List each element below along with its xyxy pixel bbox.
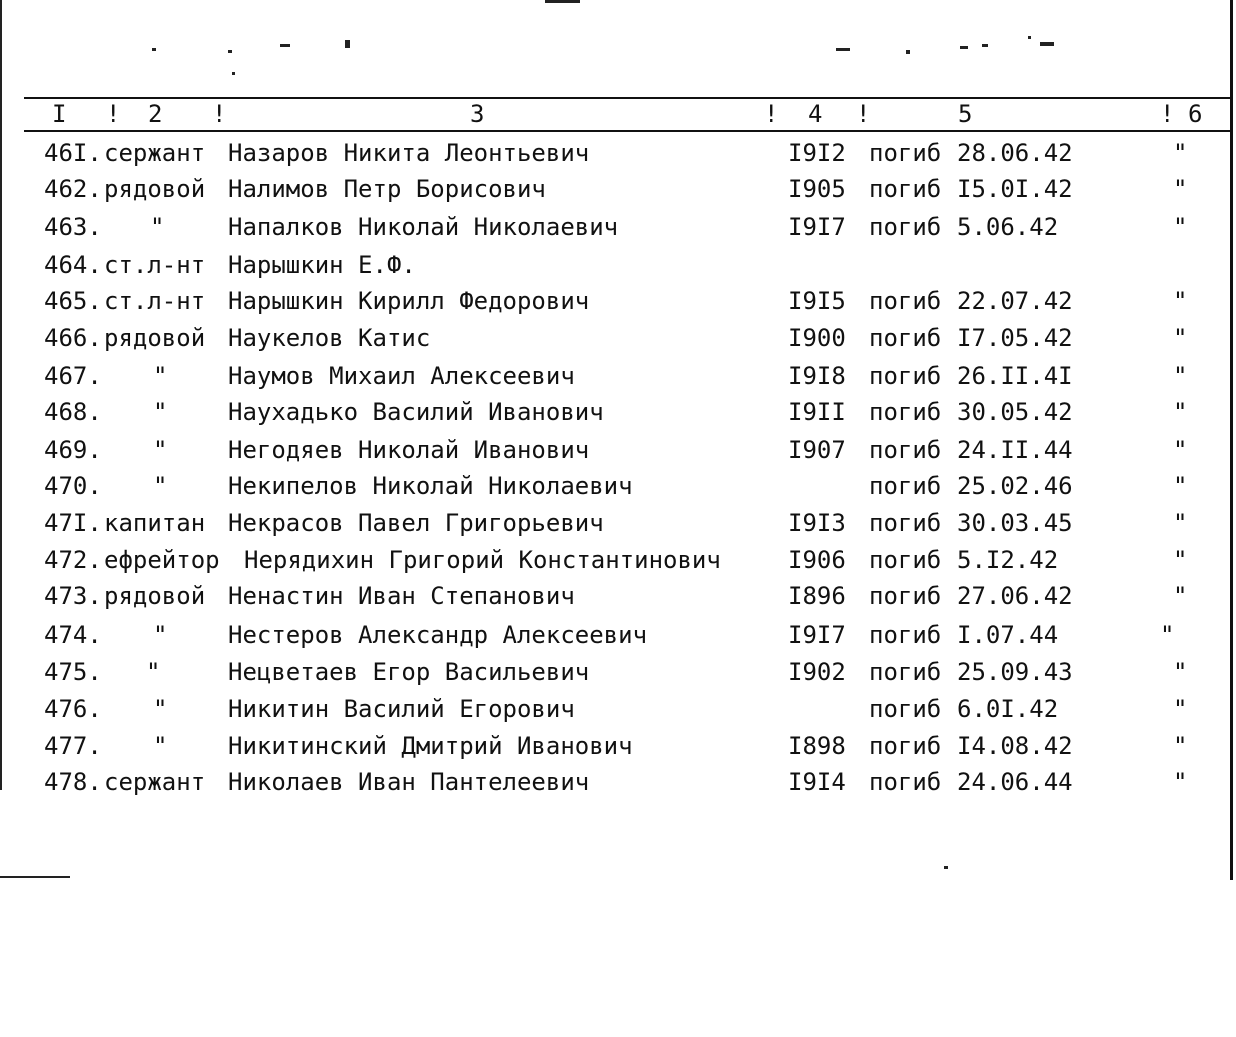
row-number: 470.	[44, 472, 102, 500]
row-rank: "	[153, 436, 168, 464]
row-birth-year: I9I7	[788, 621, 846, 649]
header-separator: !	[1160, 100, 1175, 128]
row-date: I.07.44	[957, 621, 1059, 649]
header-separator: !	[212, 100, 227, 128]
row-ditto-mark: "	[1173, 695, 1188, 723]
row-number: 468.	[44, 398, 102, 426]
table-row	[0, 471, 1236, 507]
row-birth-year: I9I3	[788, 509, 846, 537]
row-status: погиб	[869, 175, 942, 203]
row-name: Ненастин Иван Степанович	[228, 582, 575, 610]
row-date: I4.08.42	[957, 732, 1073, 760]
row-name: Некипелов Николай Николаевич	[228, 472, 633, 500]
row-number: 474.	[44, 621, 102, 649]
row-birth-year: I9I8	[788, 362, 846, 390]
row-status: погиб	[869, 362, 942, 390]
row-rank: ефрейтор	[104, 546, 220, 574]
row-rank: сержант	[104, 768, 206, 796]
row-number: 47I.	[44, 509, 102, 537]
row-ditto-mark: "	[1173, 139, 1188, 167]
row-name: Налимов Петр Борисович	[228, 175, 546, 203]
row-number: 478.	[44, 768, 102, 796]
table-row	[0, 767, 1236, 803]
row-birth-year: I907	[788, 436, 846, 464]
row-number: 475.	[44, 658, 102, 686]
row-birth-year: I9II	[788, 398, 846, 426]
row-name: Наумов Михаил Алексеевич	[228, 362, 575, 390]
row-status: погиб	[869, 546, 942, 574]
row-date: I7.05.42	[957, 324, 1073, 352]
table-row	[0, 545, 1236, 581]
row-number: 473.	[44, 582, 102, 610]
row-birth-year: I905	[788, 175, 846, 203]
row-name: Нестеров Александр Алексеевич	[228, 621, 648, 649]
row-rank: "	[153, 472, 168, 500]
row-date: 30.05.42	[957, 398, 1073, 426]
table-row	[0, 508, 1236, 544]
table-row	[0, 286, 1236, 322]
row-status: погиб	[869, 582, 942, 610]
row-status: погиб	[869, 768, 942, 796]
row-date: 5.I2.42	[957, 546, 1059, 574]
table-row	[0, 581, 1236, 617]
row-number: 472.	[44, 546, 102, 574]
row-status: погиб	[869, 658, 942, 686]
row-name: Нерядихин Григорий Константинович	[244, 546, 721, 574]
row-birth-year: I9I4	[788, 768, 846, 796]
row-number: 466.	[44, 324, 102, 352]
row-ditto-mark: "	[1173, 436, 1188, 464]
header-separator: !	[764, 100, 779, 128]
row-date: I5.0I.42	[957, 175, 1073, 203]
row-number: 469.	[44, 436, 102, 464]
table-row	[0, 435, 1236, 471]
row-rank: сержант	[104, 139, 206, 167]
row-ditto-mark: "	[1173, 472, 1188, 500]
row-status: погиб	[869, 732, 942, 760]
row-date: 27.06.42	[957, 582, 1073, 610]
row-number: 477.	[44, 732, 102, 760]
row-ditto-mark: "	[1173, 546, 1188, 574]
row-ditto-mark: "	[1173, 768, 1188, 796]
row-rank: "	[153, 695, 168, 723]
row-status: погиб	[869, 509, 942, 537]
row-birth-year: I906	[788, 546, 846, 574]
table-row	[0, 250, 1236, 286]
row-date: 24.II.44	[957, 436, 1073, 464]
row-name: Никитинский Дмитрий Иванович	[228, 732, 633, 760]
row-ditto-mark: "	[1173, 658, 1188, 686]
row-ditto-mark: "	[1173, 175, 1188, 203]
row-status: погиб	[869, 139, 942, 167]
row-name: Назаров Никита Леонтьевич	[228, 139, 590, 167]
row-rank: капитан	[104, 509, 206, 537]
row-name: Негодяев Николай Иванович	[228, 436, 590, 464]
row-rank: рядовой	[104, 324, 206, 352]
row-rank: ст.л-нт	[104, 251, 206, 279]
row-number: 464.	[44, 251, 102, 279]
row-ditto-mark: "	[1173, 324, 1188, 352]
row-status: погиб	[869, 621, 942, 649]
row-name: Николаев Иван Пантелеевич	[228, 768, 590, 796]
table-row	[0, 212, 1236, 248]
row-rank: "	[153, 398, 168, 426]
row-name: Некрасов Павел Григорьевич	[228, 509, 604, 537]
table-row	[0, 397, 1236, 433]
row-name: Наукелов Катис	[228, 324, 431, 352]
row-rank: "	[153, 732, 168, 760]
row-birth-year: I898	[788, 732, 846, 760]
table-row	[0, 174, 1236, 210]
header-separator: !	[856, 100, 871, 128]
header-bottom-rule	[24, 130, 1232, 132]
row-name: Напалков Николай Николаевич	[228, 213, 619, 241]
row-birth-year: I896	[788, 582, 846, 610]
row-date: 24.06.44	[957, 768, 1073, 796]
table-row	[0, 323, 1236, 359]
row-rank: "	[153, 362, 168, 390]
header-top-rule	[24, 97, 1232, 99]
header-separator: !	[106, 100, 121, 128]
row-name: Нарышкин Кирилл Федорович	[228, 287, 590, 315]
row-rank: рядовой	[104, 582, 206, 610]
row-status: погиб	[869, 398, 942, 426]
row-status: погиб	[869, 695, 942, 723]
table-row	[0, 620, 1236, 656]
header-col-4: 4	[808, 100, 823, 128]
row-date: 28.06.42	[957, 139, 1073, 167]
table-row	[0, 657, 1236, 693]
row-rank: рядовой	[104, 175, 206, 203]
header-col-5: 5	[958, 100, 973, 128]
row-name: Нецветаев Егор Васильевич	[228, 658, 590, 686]
row-status: погиб	[869, 472, 942, 500]
row-number: 467.	[44, 362, 102, 390]
row-date: 26.II.4I	[957, 362, 1073, 390]
header-col-3: 3	[470, 100, 485, 128]
table-row	[0, 138, 1236, 174]
row-ditto-mark: "	[1173, 732, 1188, 760]
row-rank: "	[146, 658, 161, 686]
row-name: Никитин Василий Егорович	[228, 695, 575, 723]
row-number: 476.	[44, 695, 102, 723]
row-status: погиб	[869, 436, 942, 464]
row-rank: "	[153, 621, 168, 649]
row-number: 462.	[44, 175, 102, 203]
row-number: 46I.	[44, 139, 102, 167]
row-number: 465.	[44, 287, 102, 315]
row-name: Наухадько Василий Иванович	[228, 398, 604, 426]
row-ditto-mark: "	[1173, 362, 1188, 390]
row-status: погиб	[869, 324, 942, 352]
row-date: 22.07.42	[957, 287, 1073, 315]
row-ditto-mark: "	[1160, 621, 1175, 649]
row-birth-year: I9I7	[788, 213, 846, 241]
row-date: 30.03.45	[957, 509, 1073, 537]
row-name: Нарышкин Е.Ф.	[228, 251, 416, 279]
row-birth-year: I9I5	[788, 287, 846, 315]
header-col-6: 6	[1188, 100, 1203, 128]
row-ditto-mark: "	[1173, 287, 1188, 315]
row-date: 25.09.43	[957, 658, 1073, 686]
row-rank: ст.л-нт	[104, 287, 206, 315]
row-status: погиб	[869, 287, 942, 315]
row-rank: "	[150, 213, 165, 241]
row-ditto-mark: "	[1173, 398, 1188, 426]
row-number: 463.	[44, 213, 102, 241]
row-date: 25.02.46	[957, 472, 1073, 500]
row-birth-year: I900	[788, 324, 846, 352]
row-status: погиб	[869, 213, 942, 241]
row-ditto-mark: "	[1173, 582, 1188, 610]
header-col-2: 2	[148, 100, 163, 128]
row-ditto-mark: "	[1173, 509, 1188, 537]
row-date: 5.06.42	[957, 213, 1059, 241]
row-birth-year: I9I2	[788, 139, 846, 167]
row-date: 6.0I.42	[957, 695, 1059, 723]
table-row	[0, 694, 1236, 730]
table-row	[0, 731, 1236, 767]
table-row	[0, 361, 1236, 397]
row-birth-year: I902	[788, 658, 846, 686]
row-ditto-mark: "	[1173, 213, 1188, 241]
header-col-1: I	[52, 100, 67, 128]
